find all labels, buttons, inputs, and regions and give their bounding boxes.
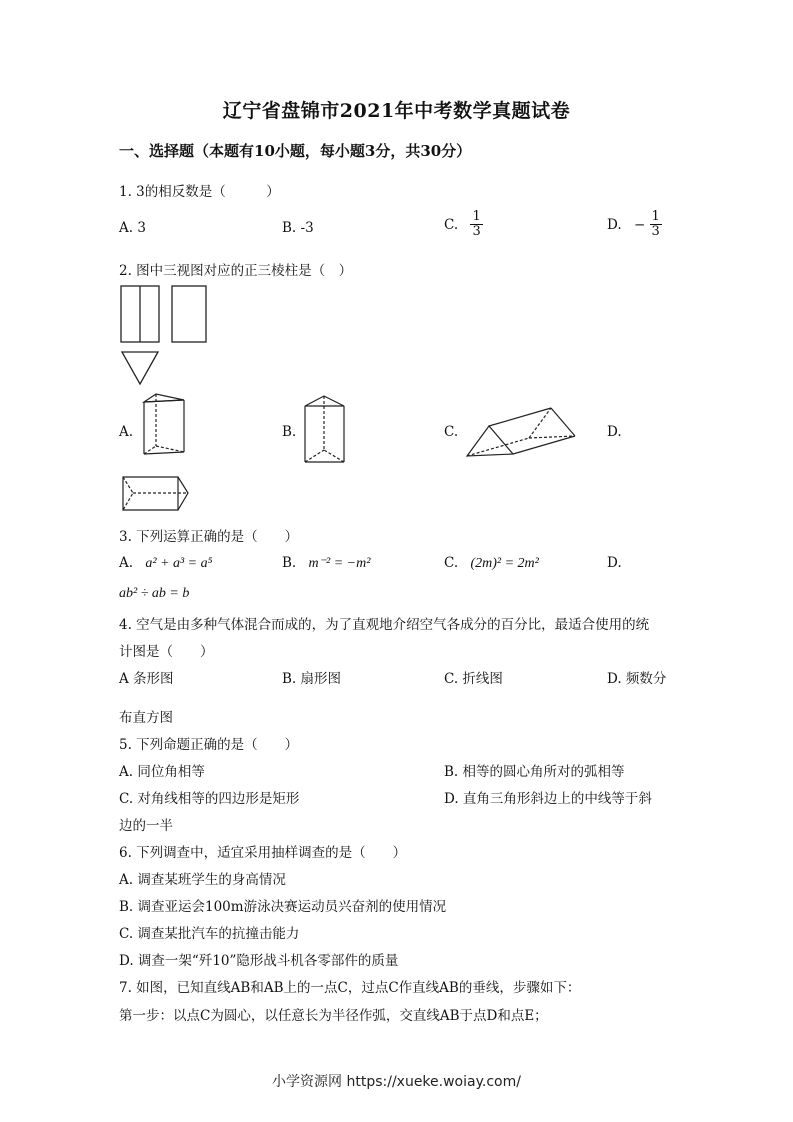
page-title: 辽宁省盘锦市2021年中考数学真题试卷 (222, 100, 571, 122)
q1-option-c-fraction (470, 210, 482, 240)
question-7-step1: 第一步：以点C为圆心，以任意长为半径作弧，交直线AB于点D和点E； (119, 1008, 548, 1024)
fraction-denominator: 3 (651, 224, 660, 240)
q1-option-a: A. 3 (119, 220, 146, 236)
top-view-triangle (122, 352, 158, 384)
fraction-numerator: 1 (651, 209, 660, 224)
q3-option-c (444, 555, 539, 572)
q1-option-c-label: C. (444, 216, 459, 233)
question-2-stem: 2. 图中三视图对应的正三棱柱是（ ） (119, 263, 353, 279)
side-view (172, 286, 206, 342)
q4-option-d-continued: 布直方图 (119, 710, 173, 726)
q3-option-b (282, 555, 370, 572)
question-6-stem: 6. 下列调查中，适宜采用抽样调查的是（ ） (119, 845, 407, 861)
q2-option-b-label: B. (282, 424, 297, 440)
q1-option-b: B. -3 (282, 220, 314, 236)
q3-option-c-expression: (2m)² = 2m² (470, 556, 539, 571)
q2-option-b-prism (302, 394, 348, 466)
page-footer-watermark: 小学资源网 https://xueke.woiay.com/ (272, 1074, 521, 1090)
q4-option-c: C. 折线图 (444, 671, 503, 687)
q6-option-c: C. 调查某批汽车的抗撞击能力 (119, 926, 300, 942)
q2-option-c-prism (463, 404, 581, 460)
question-4-stem-line2: 计图是（ ） (119, 644, 214, 660)
q5-option-c: C. 对角线相等的四边形是矩形 (119, 791, 300, 807)
q3-option-d-label: D. (607, 555, 622, 571)
question-3-stem: 3. 下列运算正确的是（ ） (119, 529, 299, 545)
q5-option-d-continued: 边的一半 (119, 818, 173, 834)
q5-option-d: D. 直角三角形斜边上的中线等于斜 (444, 791, 652, 807)
q3-option-a-label: A. (119, 555, 134, 571)
q3-option-a-expression: a² + a³ = a⁵ (145, 556, 213, 571)
q6-option-a: A. 调查某班学生的身高情况 (119, 872, 286, 888)
q4-option-b: B. 扇形图 (282, 671, 342, 687)
q6-option-b: B. 调查亚运会100m游泳决赛运动员兴奋剂的使用情况 (119, 899, 447, 915)
fraction-numerator: 1 (472, 209, 481, 224)
q2-option-d-label: D. (607, 424, 622, 440)
q2-option-a-prism (140, 392, 190, 464)
q3-option-b-label: B. (282, 555, 297, 571)
q5-option-b: B. 相等的圆心角所对的弧相等 (444, 764, 625, 780)
q6-option-d: D. 调查一架“歼10”隐形战斗机各零部件的质量 (119, 953, 399, 969)
q2-option-c-label: C. (444, 424, 459, 440)
question-1-stem: 1. 3的相反数是（ ） (119, 184, 280, 200)
q1-option-d-fraction (650, 210, 662, 240)
q3-option-b-expression: m⁻² = −m² (308, 556, 371, 571)
q1-option-c (444, 210, 483, 240)
three-view-drawing (118, 284, 210, 388)
q3-option-c-label: C. (444, 555, 459, 571)
q5-option-a: A. 同位角相等 (119, 764, 205, 780)
question-7-stem: 7. 如图，已知直线AB和AB上的一点C，过点C作直线AB的垂线，步骤如下： (119, 980, 581, 996)
q4-option-d: D. 频数分 (607, 671, 667, 687)
fraction-denominator: 3 (472, 224, 481, 240)
q2-option-a-label: A. (119, 424, 134, 440)
q1-option-d-sign: − (633, 216, 646, 233)
q1-option-d-label: D. (607, 216, 622, 233)
q2-option-d-prism (120, 473, 192, 515)
q3-option-d-expression: ab² ÷ ab = b (119, 586, 190, 601)
q4-option-a: A 条形图 (119, 671, 174, 687)
question-5-stem: 5. 下列命题正确的是（ ） (119, 737, 299, 753)
q1-option-d (607, 210, 662, 240)
q3-option-a (119, 555, 213, 572)
question-4-stem-line1: 4. 空气是由多种气体混合而成的，为了直观地介绍空气各成分的百分比，最适合使用的统 (119, 617, 650, 633)
section-heading: 一、选择题（本题有10小题，每小题3分，共30分） (119, 142, 472, 160)
